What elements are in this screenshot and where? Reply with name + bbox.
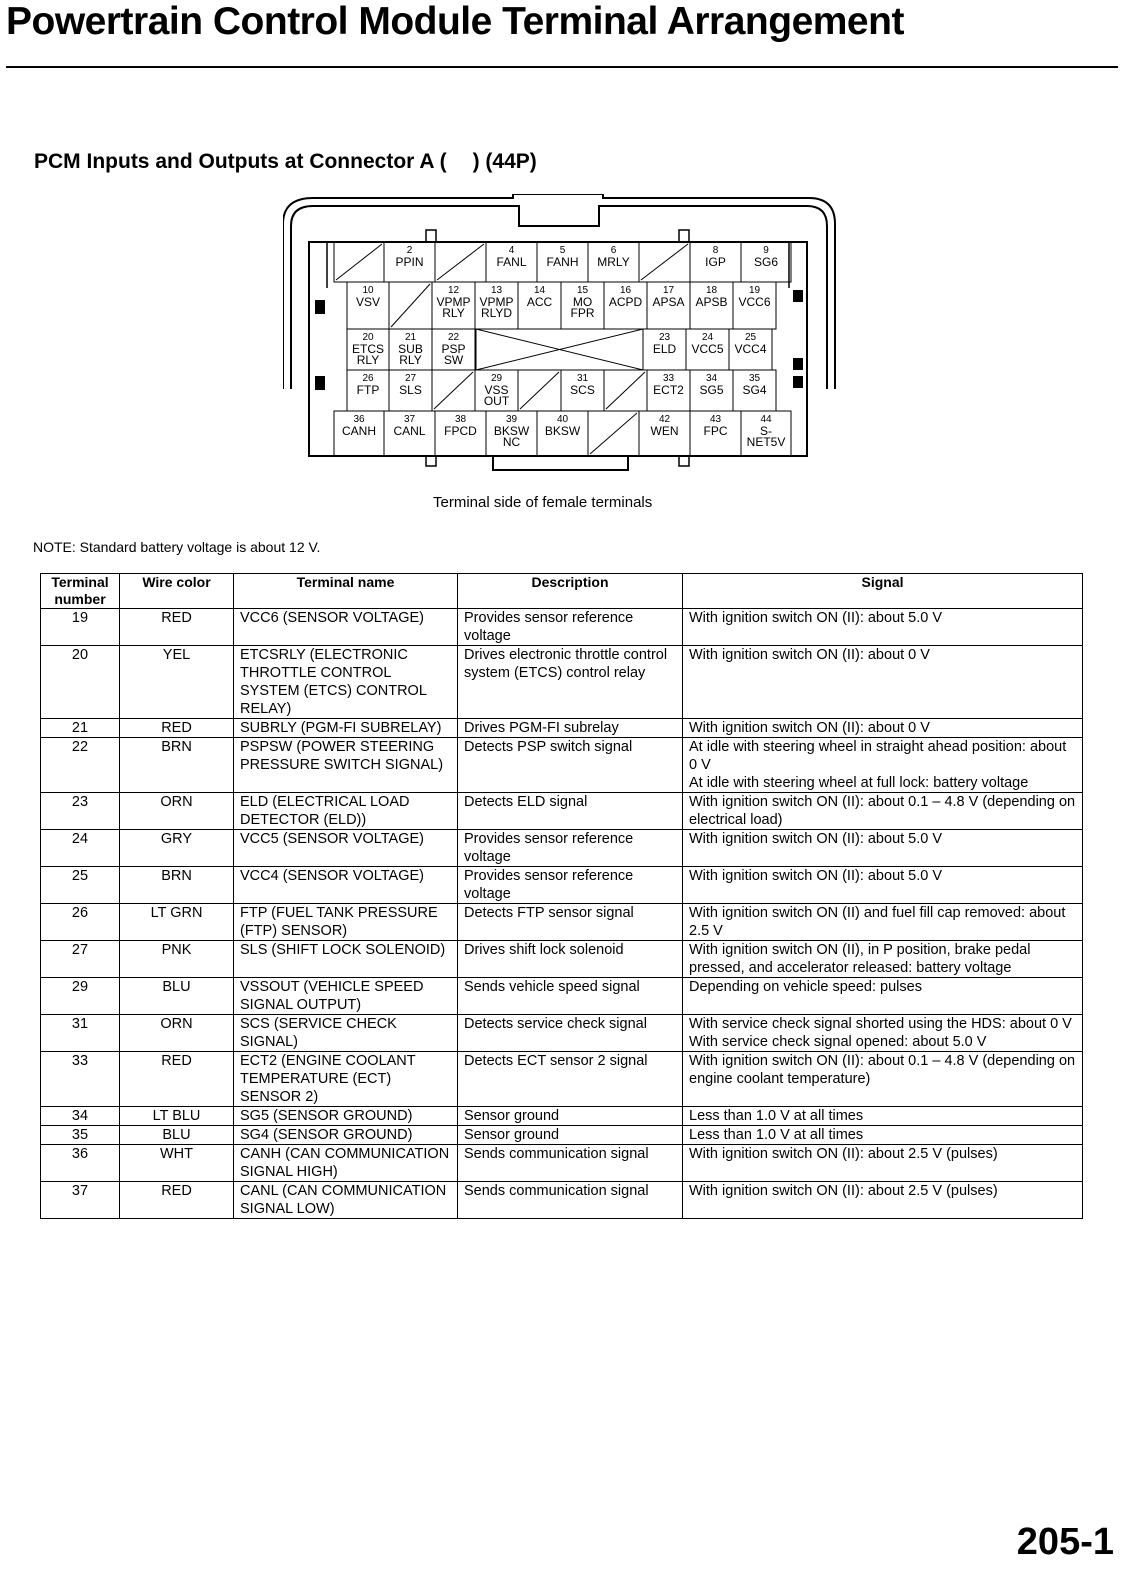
- page-number: 205-1: [1016, 1521, 1114, 1563]
- terminal-label: CANL: [393, 424, 426, 438]
- terminal-number: 26: [362, 373, 374, 384]
- table-row: [41, 1107, 1083, 1126]
- title-divider: [6, 66, 1118, 68]
- terminal-label: FPR: [570, 306, 595, 320]
- cell-wire-color: BRN: [120, 867, 234, 904]
- terminal-label: S-: [760, 424, 772, 438]
- cell-terminal-name: SG4 (SENSOR GROUND): [234, 1126, 458, 1145]
- terminal-label: VCC6: [738, 295, 771, 309]
- table-row: [41, 1145, 1083, 1182]
- cell-terminal-name: VCC6 (SENSOR VOLTAGE): [234, 609, 458, 646]
- terminal-number: 9: [763, 245, 769, 256]
- cell-terminal-name: ELD (ELECTRICAL LOAD DETECTOR (ELD)): [234, 793, 458, 830]
- cell-wire-color: YEL: [120, 646, 234, 719]
- terminal-number: 33: [662, 373, 675, 384]
- cell-description: Sends communication signal: [458, 1182, 683, 1219]
- terminal-number: 13: [490, 285, 503, 296]
- cell-terminal-name: SLS (SHIFT LOCK SOLENOID): [234, 941, 458, 978]
- cell-signal: At idle with steering wheel in straight ahead position: about 0 V At idle with steering wheel at full lock: battery voltage: [683, 738, 1083, 793]
- cell-terminal-name: VCC4 (SENSOR VOLTAGE): [234, 867, 458, 904]
- cell-wire-color: LT BLU: [120, 1107, 234, 1126]
- voltage-note: NOTE: Standard battery voltage is about 12 V.: [33, 539, 321, 555]
- terminal-label: NC: [502, 435, 521, 449]
- terminal-number: 37: [403, 414, 416, 425]
- cell-terminal-name: VSSOUT (VEHICLE SPEED SIGNAL OUTPUT): [234, 978, 458, 1015]
- cell-signal: With ignition switch ON (II): about 0 V: [683, 719, 1083, 738]
- cell-description: Drives PGM-FI subrelay: [458, 719, 683, 738]
- cell-signal: Less than 1.0 V at all times: [683, 1126, 1083, 1145]
- cell-terminal-number: 20: [41, 646, 120, 719]
- cell-terminal-number: 29: [41, 978, 120, 1015]
- terminal-label: PPIN: [395, 255, 424, 269]
- cell-signal: With ignition switch ON (II): about 0 V: [683, 646, 1083, 719]
- terminal-number: 24: [701, 332, 714, 343]
- terminal-table: [40, 573, 1083, 1219]
- terminal-label: ACC: [526, 295, 553, 309]
- table-row: [41, 904, 1083, 941]
- connector-diagram: [283, 194, 843, 474]
- cell-wire-color: GRY: [120, 830, 234, 867]
- cell-description: Detects service check signal: [458, 1015, 683, 1052]
- terminal-number: 18: [705, 285, 718, 296]
- cell-terminal-name: SUBRLY (PGM-FI SUBRELAY): [234, 719, 458, 738]
- cell-signal: With ignition switch ON (II): about 0.1 – 4.8 V (depending on engine coolant temperature): [683, 1052, 1083, 1107]
- terminal-number: 29: [490, 373, 503, 384]
- terminal-label: RLYD: [480, 306, 513, 320]
- terminal-number: 36: [353, 414, 365, 425]
- empty-slot-mark: [437, 244, 484, 280]
- terminal-label: FANL: [496, 255, 527, 269]
- terminal-number: 21: [404, 332, 417, 343]
- table-row: [41, 793, 1083, 830]
- terminal-label: VPMP: [479, 295, 514, 309]
- cell-terminal-number: 24: [41, 830, 120, 867]
- cell-terminal-number: 33: [41, 1052, 120, 1107]
- terminal-label: SLS: [399, 383, 422, 397]
- cell-signal: With ignition switch ON (II): about 0.1 – 4.8 V (depending on electrical load): [683, 793, 1083, 830]
- terminal-label: SUB: [398, 342, 423, 356]
- terminal-number: 8: [712, 245, 719, 256]
- header-description: Description: [458, 574, 683, 609]
- cell-description: Provides sensor reference voltage: [458, 867, 683, 904]
- terminal-label: VPMP: [436, 295, 471, 309]
- section-title-prefix: PCM Inputs and Outputs at Connector A (: [34, 150, 447, 173]
- cell-signal: With ignition switch ON (II): about 5.0 V: [683, 609, 1083, 646]
- empty-slot-mark: [434, 372, 473, 409]
- cell-wire-color: RED: [120, 1052, 234, 1107]
- empty-slot-mark: [606, 372, 645, 409]
- cell-description: Provides sensor reference voltage: [458, 609, 683, 646]
- terminal-number: 4: [508, 245, 515, 256]
- cell-signal: With service check signal shorted using the HDS: about 0 V With service check signal opened: about 5.0 V: [683, 1015, 1083, 1052]
- terminal-number: 19: [748, 285, 761, 296]
- terminal-number: 17: [662, 285, 675, 296]
- cell-terminal-name: CANL (CAN COMMUNICATION SIGNAL LOW): [234, 1182, 458, 1219]
- terminal-number: 34: [705, 373, 718, 384]
- terminal-label: SG4: [742, 383, 767, 397]
- cell-signal: With ignition switch ON (II), in P position, brake pedal pressed, and accelerator released: battery voltage: [683, 941, 1083, 978]
- cell-wire-color: RED: [120, 609, 234, 646]
- cell-wire-color: ORN: [120, 793, 234, 830]
- terminal-label: NET5V: [746, 435, 786, 449]
- cell-terminal-number: 36: [41, 1145, 120, 1182]
- cell-description: Detects ECT sensor 2 signal: [458, 1052, 683, 1107]
- terminal-label: APSA: [652, 295, 685, 309]
- cell-signal: Less than 1.0 V at all times: [683, 1107, 1083, 1126]
- terminal-label: SG6: [753, 255, 779, 269]
- table-row: [41, 978, 1083, 1015]
- terminal-label: ACPD: [608, 295, 643, 309]
- cell-signal: With ignition switch ON (II): about 2.5 V (pulses): [683, 1182, 1083, 1219]
- terminal-label: SG5: [699, 383, 724, 397]
- terminal-number: 25: [744, 332, 757, 343]
- cell-wire-color: BLU: [120, 1126, 234, 1145]
- terminal-label: ETCS: [351, 342, 385, 356]
- terminal-number: 39: [505, 414, 518, 425]
- terminal-label: RLY: [399, 353, 422, 367]
- terminal-label: FANH: [546, 255, 579, 269]
- table-row: [41, 1182, 1083, 1219]
- cell-terminal-number: 27: [41, 941, 120, 978]
- empty-slot-mark: [336, 244, 382, 280]
- terminal-number: 27: [404, 373, 417, 384]
- terminal-number: 44: [760, 414, 772, 425]
- cell-wire-color: BLU: [120, 978, 234, 1015]
- terminal-number: 6: [610, 245, 617, 256]
- cell-description: Sends communication signal: [458, 1145, 683, 1182]
- terminal-number: 38: [454, 414, 467, 425]
- cell-terminal-number: 22: [41, 738, 120, 793]
- empty-slot-mark: [391, 284, 430, 327]
- cell-description: Detects ELD signal: [458, 793, 683, 830]
- terminal-label: MRLY: [597, 255, 630, 269]
- terminal-label: WEN: [650, 424, 679, 438]
- cell-description: Sends vehicle speed signal: [458, 978, 683, 1015]
- cell-description: Provides sensor reference voltage: [458, 830, 683, 867]
- table-row: [41, 941, 1083, 978]
- connector-caption: Terminal side of female terminals: [433, 494, 653, 511]
- cell-wire-color: WHT: [120, 1145, 234, 1182]
- table-row: [41, 830, 1083, 867]
- cell-terminal-number: 23: [41, 793, 120, 830]
- table-row: [41, 719, 1083, 738]
- terminal-number: 5: [559, 245, 566, 256]
- cell-wire-color: RED: [120, 719, 234, 738]
- terminal-number: 31: [576, 373, 589, 384]
- terminal-number: 20: [362, 332, 374, 343]
- table-row: [41, 1052, 1083, 1107]
- terminal-number: 23: [658, 332, 671, 343]
- cell-wire-color: RED: [120, 1182, 234, 1219]
- terminal-label: ECT2: [653, 383, 684, 397]
- terminal-label: MO: [572, 295, 593, 309]
- cell-description: Drives electronic throttle control system (ETCS) control relay: [458, 646, 683, 719]
- terminal-number: 16: [619, 285, 632, 296]
- section-title: [34, 150, 537, 174]
- table-row: [41, 646, 1083, 719]
- cell-signal: With ignition switch ON (II) and fuel fill cap removed: about 2.5 V: [683, 904, 1083, 941]
- cell-signal: With ignition switch ON (II): about 5.0 V: [683, 830, 1083, 867]
- terminal-number: 12: [447, 285, 460, 296]
- header-signal: Signal: [683, 574, 1083, 609]
- cell-wire-color: ORN: [120, 1015, 234, 1052]
- cell-description: Detects PSP switch signal: [458, 738, 683, 793]
- cell-terminal-name: ETCSRLY (ELECTRONIC THROTTLE CONTROL SYSTEM (ETCS) CONTROL RELAY): [234, 646, 458, 719]
- terminal-label: FPCD: [444, 424, 477, 438]
- cell-signal: With ignition switch ON (II): about 5.0 V: [683, 867, 1083, 904]
- terminal-label: FTP: [356, 383, 380, 397]
- cell-terminal-number: 34: [41, 1107, 120, 1126]
- empty-slot-mark: [520, 372, 559, 409]
- terminal-number: 35: [748, 373, 761, 384]
- cell-description: Drives shift lock solenoid: [458, 941, 683, 978]
- cell-description: Detects FTP sensor signal: [458, 904, 683, 941]
- terminal-label: RLY: [442, 306, 465, 320]
- terminal-number: 2: [406, 245, 413, 256]
- section-title-suffix: ) (44P): [472, 150, 537, 173]
- cell-terminal-number: 31: [41, 1015, 120, 1052]
- cell-terminal-name: SG5 (SENSOR GROUND): [234, 1107, 458, 1126]
- table-row: [41, 738, 1083, 793]
- page-title: Powertrain Control Module Terminal Arrangement: [6, 0, 904, 43]
- cell-terminal-number: 25: [41, 867, 120, 904]
- terminal-label: FPC: [703, 424, 728, 438]
- terminal-label: CANH: [341, 424, 377, 438]
- terminal-label: IGP: [705, 255, 726, 269]
- cell-terminal-name: PSPSW (POWER STEERING PRESSURE SWITCH SIGNAL): [234, 738, 458, 793]
- cell-terminal-name: ECT2 (ENGINE COOLANT TEMPERATURE (ECT) SENSOR 2): [234, 1052, 458, 1107]
- cell-terminal-name: FTP (FUEL TANK PRESSURE (FTP) SENSOR): [234, 904, 458, 941]
- terminal-label: BKSW: [544, 424, 581, 438]
- terminal-label: SW: [443, 353, 464, 367]
- terminal-number: 10: [362, 285, 374, 296]
- cell-wire-color: BRN: [120, 738, 234, 793]
- terminal-label: RLY: [356, 353, 380, 367]
- cell-terminal-number: 37: [41, 1182, 120, 1219]
- cell-wire-color: LT GRN: [120, 904, 234, 941]
- terminal-number: 40: [556, 414, 569, 425]
- empty-slot-mark: [641, 244, 688, 280]
- terminal-label: VCC4: [734, 342, 767, 356]
- terminal-label: SCS: [570, 383, 595, 397]
- cell-terminal-number: 26: [41, 904, 120, 941]
- cell-terminal-name: VCC5 (SENSOR VOLTAGE): [234, 830, 458, 867]
- terminal-label: VCC5: [691, 342, 724, 356]
- cell-signal: With ignition switch ON (II): about 2.5 V (pulses): [683, 1145, 1083, 1182]
- terminal-number: 42: [658, 414, 671, 425]
- header-wire-color: Wire color: [120, 574, 234, 609]
- cell-signal: Depending on vehicle speed: pulses: [683, 978, 1083, 1015]
- terminal-label: VSS: [484, 383, 509, 397]
- terminal-label: ELD: [652, 342, 677, 356]
- header-terminal-number: Terminal number: [41, 574, 120, 609]
- cell-wire-color: PNK: [120, 941, 234, 978]
- cell-terminal-name: SCS (SERVICE CHECK SIGNAL): [234, 1015, 458, 1052]
- terminal-number: 14: [533, 285, 546, 296]
- cell-description: Sensor ground: [458, 1107, 683, 1126]
- terminal-number: 43: [709, 414, 722, 425]
- terminal-label: APSB: [695, 295, 728, 309]
- terminal-label: PSP: [441, 342, 466, 356]
- table-header-row: [41, 574, 1083, 609]
- cell-terminal-name: CANH (CAN COMMUNICATION SIGNAL HIGH): [234, 1145, 458, 1182]
- terminal-number: 22: [447, 332, 460, 343]
- terminal-label: OUT: [483, 394, 510, 408]
- cell-terminal-number: 19: [41, 609, 120, 646]
- terminal-label: BKSW: [493, 424, 530, 438]
- header-terminal-name: Terminal name: [234, 574, 458, 609]
- cell-terminal-number: 21: [41, 719, 120, 738]
- table-row: [41, 1126, 1083, 1145]
- cell-terminal-number: 35: [41, 1126, 120, 1145]
- table-row: [41, 609, 1083, 646]
- terminal-number: 15: [576, 285, 589, 296]
- cell-description: Sensor ground: [458, 1126, 683, 1145]
- terminal-label: VSV: [355, 295, 381, 309]
- empty-slot-mark: [590, 413, 637, 454]
- table-row: [41, 867, 1083, 904]
- table-row: [41, 1015, 1083, 1052]
